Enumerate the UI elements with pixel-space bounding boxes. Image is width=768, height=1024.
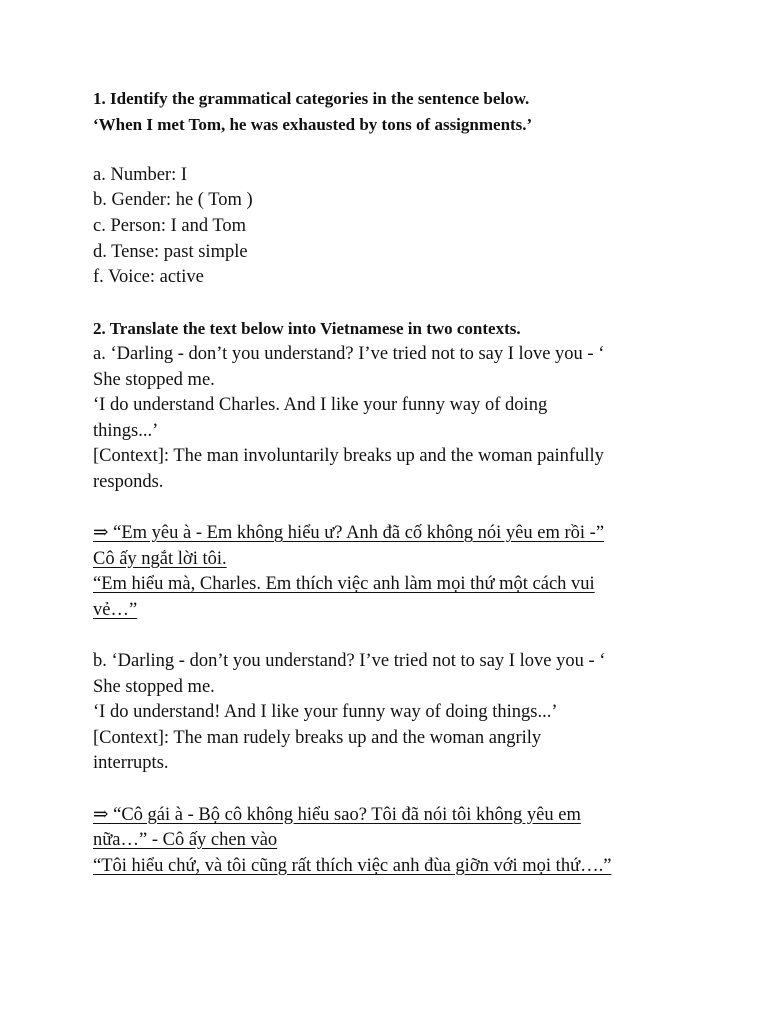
q2b-translation-line: nữa…” - Cô ấy chen vào	[93, 830, 278, 851]
spacer	[93, 291, 733, 317]
q2b-line: She stopped me.	[93, 676, 215, 697]
document-page	[93, 86, 733, 879]
q1-answer-gender: b. Gender: he ( Tom )	[93, 190, 253, 211]
q2b-line: b. ‘Darling - don’t you understand? I’ve tried not to say I love you - ‘	[93, 651, 606, 672]
q1-answer-person: c. Person: I and Tom	[93, 215, 247, 236]
q1-sentence: ‘When I met Tom, he was exhausted by tons of assignments.’	[93, 114, 533, 134]
q2a-translation-line: vẻ…”	[93, 599, 138, 620]
q2a-line: responds.	[93, 471, 164, 492]
q2a-line: ‘I do understand Charles. And I like your funny way of doing	[93, 395, 548, 416]
q2b-line: [Context]: The man rudely breaks up and the woman angrily	[93, 727, 542, 748]
q2b-line: ‘I do understand! And I like your funny way of doing things...’	[93, 702, 558, 723]
q2a-translation-line: Cô ấy ngắt lời tôi.	[93, 548, 227, 569]
q2a-translation-line: ⇒ “Em yêu à - Em không hiểu ư? Anh đã cố không nói yêu em rồi -”	[93, 523, 605, 544]
spacer	[93, 496, 733, 522]
q2b-translation-line: “Tôi hiểu chứ, và tôi cũng rất thích việc anh đùa giỡn với mọi thứ….”	[93, 855, 612, 876]
q1-answer-tense: d. Tense: past simple	[93, 241, 248, 262]
q1-answer-number: a. Number: I	[93, 164, 188, 185]
q2a-line: a. ‘Darling - don’t you understand? I’ve tried not to say I love you - ‘	[93, 343, 605, 364]
q2b-line: interrupts.	[93, 753, 169, 774]
spacer	[93, 777, 733, 803]
q2a-line: [Context]: The man involuntarily breaks up and the woman painfully	[93, 446, 604, 467]
spacer	[93, 137, 733, 163]
q1-heading: 1. Identify the grammatical categories in the sentence below.	[93, 89, 530, 108]
q2-heading: 2. Translate the text below into Vietnamese in two contexts.	[93, 319, 521, 339]
q2a-line: She stopped me.	[93, 369, 215, 390]
q2b-translation-line: ⇒ “Cô gái à - Bộ cô không hiểu sao? Tôi đã nói tôi không yêu em	[93, 804, 581, 825]
q1-answer-voice: f. Voice: active	[93, 267, 204, 288]
q2a-line: things...’	[93, 420, 159, 441]
q2a-translation-line: “Em hiểu mà, Charles. Em thích việc anh làm mọi thứ một cách vui	[93, 574, 595, 595]
spacer	[93, 623, 733, 649]
